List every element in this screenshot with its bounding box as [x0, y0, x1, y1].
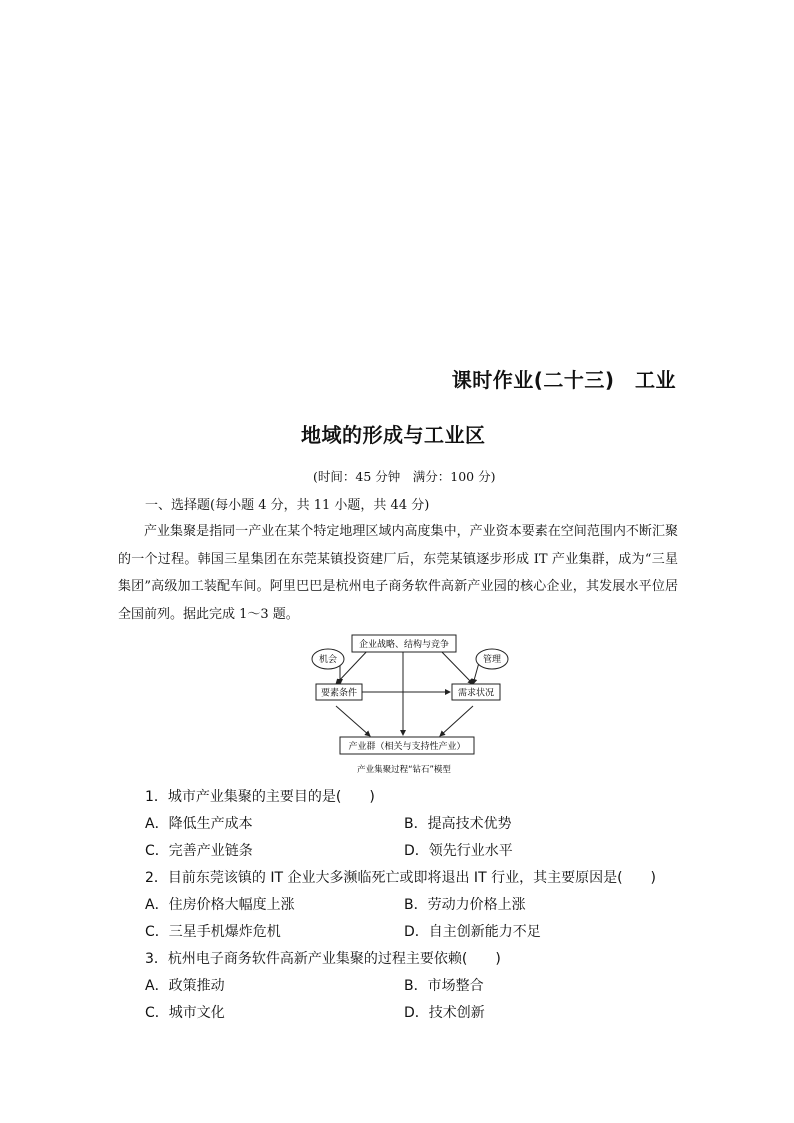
- question-1-option-a: A．降低生产成本: [145, 816, 253, 832]
- question-1-option-d: D．领先行业水平: [404, 843, 513, 859]
- section-heading: 一、选择题(每小题 4 分，共 11 小题，共 44 分): [145, 498, 430, 513]
- question-3-stem: 3．杭州电子商务软件高新产业集聚的过程主要依赖( ): [145, 951, 501, 967]
- question-3-option-b: B．市场整合: [404, 978, 484, 994]
- question-1-option-c: C．完善产业链条: [145, 843, 253, 859]
- box-top-label: 企业战略、结构与竞争: [358, 640, 450, 650]
- diagram-caption: 产业集聚过程“钻石”模型: [357, 765, 451, 775]
- question-1-stem: 1．城市产业集聚的主要目的是( ): [145, 789, 375, 805]
- diamond-model-diagram: [308, 632, 518, 776]
- question-1-option-b: B．提高技术优势: [404, 816, 512, 832]
- time-score-info: (时间：45 分钟 满分：100 分): [313, 469, 496, 484]
- document-title-line-2: 地域的形成与工业区: [301, 423, 486, 447]
- question-3-option-a: A．政策推动: [145, 978, 225, 994]
- question-2-option-d: D．自主创新能力不足: [404, 924, 541, 940]
- box-bottom-label: 产业群（相关与支持性产业）: [348, 742, 466, 752]
- box-right-label: 需求状况: [457, 688, 495, 699]
- document-title-line-1: 课时作业(二十三) 工业: [451, 368, 676, 392]
- reading-passage: 产业集聚是指同一产业在某个特定地理区域内高度集中，产业资本要素在空间范围内不断汇聚的一个过程。韩国三星集团在东莞某镇投资建厂后，东莞某镇逐步形成 IT 产业集群，成为“三星集团”高级加工装配车间。阿里巴巴是杭州电子商务软件高新产业园的核心企业，其发展水平位居全国前列。据此完成 1～3 题。: [118, 524, 678, 622]
- ellipse-right-label: 管理: [482, 655, 502, 665]
- question-2-stem: 2．目前东莞该镇的 IT 企业大多濒临死亡或即将退出 IT 行业，其主要原因是( ): [145, 870, 656, 886]
- question-3-option-c: C．城市文化: [145, 1005, 225, 1021]
- question-2-option-c: C．三星手机爆炸危机: [145, 924, 281, 940]
- box-left-label: 要素条件: [320, 688, 358, 699]
- ellipse-left-label: 机会: [318, 655, 338, 665]
- question-3-option-d: D．技术创新: [404, 1005, 485, 1021]
- question-2-option-b: B．劳动力价格上涨: [404, 897, 526, 913]
- question-2-option-a: A．住房价格大幅度上涨: [145, 897, 295, 913]
